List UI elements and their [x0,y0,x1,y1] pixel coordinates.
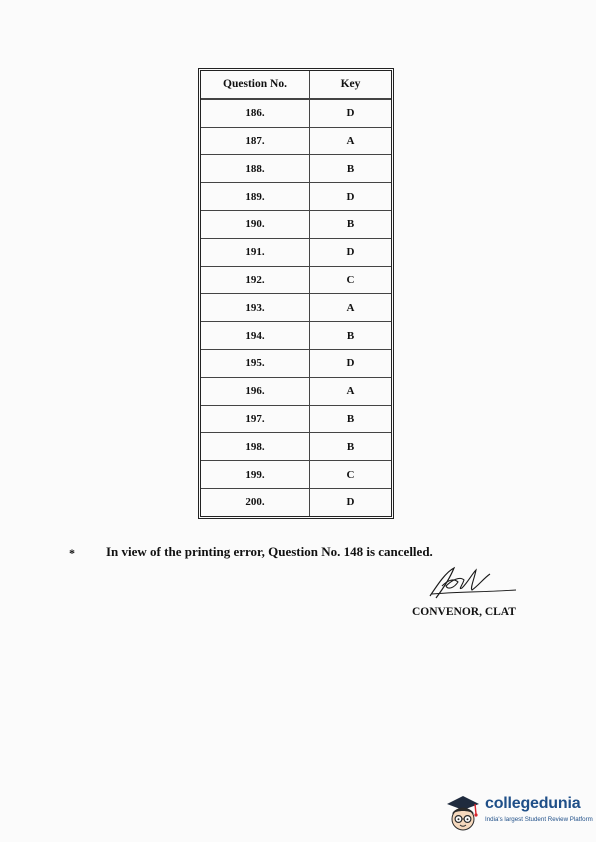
question-no-header: Question No. [201,71,310,100]
answer-key: B [310,406,391,434]
cancellation-note: In view of the printing error, Question No. 148 is cancelled. [106,544,433,559]
question-number: 195. [201,350,310,378]
brand-tagline: India's largest Student Review Platform [485,816,593,823]
answer-key: D [310,183,391,211]
table-row [201,489,391,516]
table-row [201,100,391,128]
answer-key: D [310,350,391,378]
question-number: 198. [201,433,310,461]
key-header: Key [310,71,391,100]
question-number: 200. [201,489,310,516]
table-row [201,183,391,211]
table-row [201,155,391,183]
table-row [201,322,391,350]
question-number: 187. [201,128,310,156]
table-row [201,128,391,156]
table-row [201,239,391,267]
answer-key: B [310,433,391,461]
answer-key: A [310,378,391,406]
question-number: 188. [201,155,310,183]
table-row [201,461,391,489]
collegedunia-watermark [443,792,591,834]
answer-key: C [310,461,391,489]
question-number: 197. [201,406,310,434]
answer-key: C [310,267,391,295]
answer-key-table [198,68,394,519]
answer-key: B [310,211,391,239]
answer-key: B [310,155,391,183]
question-number: 190. [201,211,310,239]
answer-key: B [310,322,391,350]
answer-key: A [310,294,391,322]
answer-key-rows [201,100,391,516]
answer-key: A [310,128,391,156]
signatory-title: CONVENOR, CLAT [412,606,516,618]
answer-key: D [310,100,391,128]
table-row [201,433,391,461]
table-header-row [201,71,391,100]
question-number: 186. [201,100,310,128]
note-marker: * [69,546,75,560]
table-row [201,406,391,434]
table-row [201,211,391,239]
question-number: 193. [201,294,310,322]
question-number: 189. [201,183,310,211]
question-number: 194. [201,322,310,350]
table-row [201,378,391,406]
table-row [201,350,391,378]
table-row [201,267,391,295]
convenor-signature [424,562,520,604]
question-number: 199. [201,461,310,489]
question-number: 191. [201,239,310,267]
answer-key: D [310,239,391,267]
student-mascot-icon [443,792,483,834]
question-number: 196. [201,378,310,406]
table-row [201,294,391,322]
question-number: 192. [201,267,310,295]
brand-name: collegedunia [485,795,581,812]
answer-key: D [346,496,355,509]
